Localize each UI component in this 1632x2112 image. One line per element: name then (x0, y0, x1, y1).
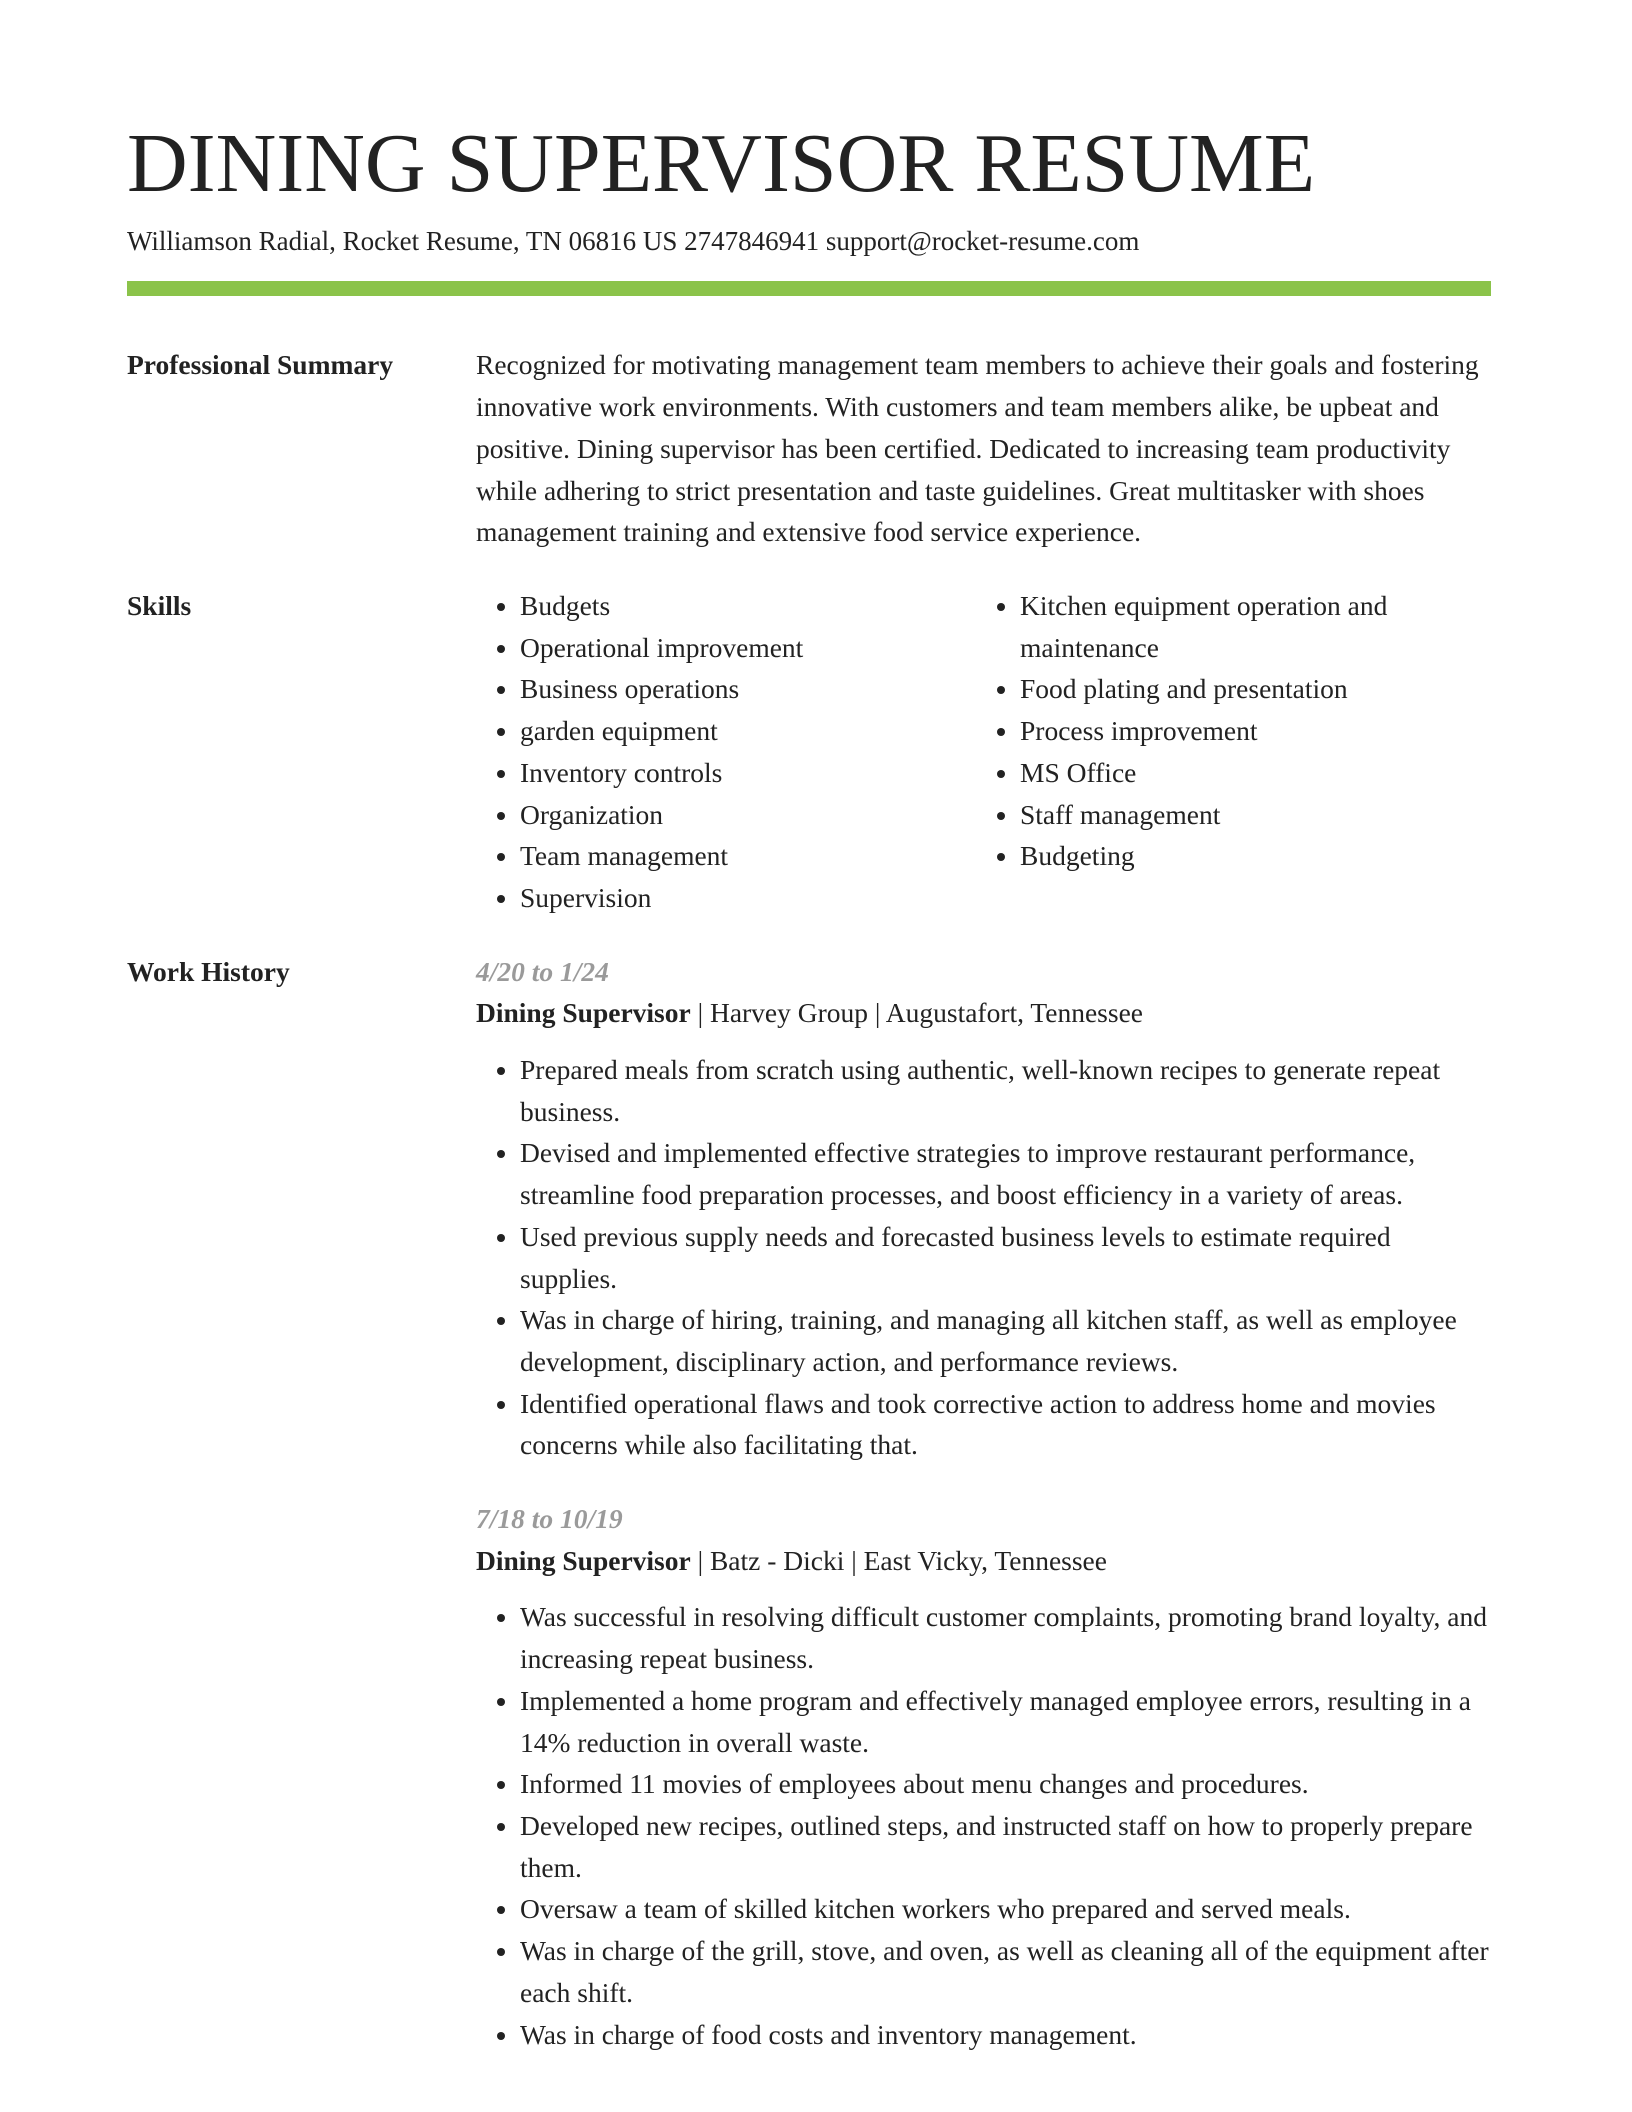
section-label-skills: Skills (127, 590, 192, 621)
job-bullet: • Prepared meals from scratch using authentic, well-known recipes to generate repeat business. (520, 1049, 1491, 1132)
header-divider (127, 281, 1491, 296)
resume-title: DINING SUPERVISOR RESUME (127, 117, 1316, 210)
skill-item: • Inventory controls (520, 752, 976, 794)
job-bullet: • Identified operational flaws and took corrective action to address home and movies concerns while also facilitating that. (520, 1383, 1491, 1466)
skill-item: • Food plating and presentation (1020, 668, 1476, 710)
job-dates: 7/18 to 10/19 (476, 1503, 623, 1535)
skills-column-1 (476, 585, 976, 919)
skill-item: • Supervision (520, 877, 976, 919)
job-bullet: • Was successful in resolving difficult customer complaints, promoting brand loyalty, and increasing repeat business. (520, 1596, 1491, 1679)
skill-item: • Business operations (520, 668, 976, 710)
job-bullet: • Informed 11 movies of employees about menu changes and procedures. (520, 1763, 1491, 1805)
job-title: Dining Supervisor (476, 997, 691, 1029)
section-label-summary: Professional Summary (127, 349, 394, 381)
job-bullet: • Used previous supply needs and forecasted business levels to estimate required supplies. (520, 1216, 1491, 1299)
work-history-section (127, 951, 1491, 2088)
job-bullet: • Was in charge of the grill, stove, and oven, as well as cleaning all of the equipment after each shift. (520, 1930, 1491, 2013)
job-bullets (476, 1049, 1491, 1466)
job-bullets (476, 1596, 1491, 2055)
skill-item: • MS Office (1020, 752, 1476, 794)
skill-item: • Operational improvement (520, 627, 976, 669)
summary-text: Recognized for motivating management team members to achieve their goals and fostering innovative work environments. With customers and team members alike, be upbeat and positive. Dining supervisor has been certified. Dedicated to increasing team productivity while adhering to strict presentation and taste guidelines. Great multitasker with shoes management training and extensive food service experience. (476, 349, 1479, 548)
job-bullet: • Implemented a home program and effectively managed employee errors, resulting in a 14% reduction in overall waste. (520, 1680, 1491, 1763)
skills-section (127, 585, 1491, 919)
skills-column-2 (976, 585, 1476, 919)
job-employer-location: | Batz - Dicki | East Vicky, Tennessee (690, 1544, 1107, 1576)
skill-item: • Kitchen equipment operation and maintenance (1020, 585, 1476, 668)
skill-item: • garden equipment (520, 710, 976, 752)
job-bullet: • Devised and implemented effective strategies to improve restaurant performance, streamline food preparation processes, and boost efficiency in a variety of areas. (520, 1132, 1491, 1215)
job-bullet: • Oversaw a team of skilled kitchen workers who prepared and served meals. (520, 1888, 1491, 1930)
job-heading (476, 992, 1491, 1034)
contact-info: Williamson Radial, Rocket Resume, TN 06816 US 2747846941 support@rocket-resume.com (127, 226, 1140, 257)
job-title: Dining Supervisor (476, 1544, 691, 1576)
skill-item: • Budgets (520, 585, 976, 627)
section-label-work-history: Work History (127, 955, 290, 987)
job-bullet: • Was in charge of food costs and inventory management. (520, 2014, 1491, 2056)
job-employer-location: | Harvey Group | Augustafort, Tennessee (690, 997, 1143, 1029)
skill-item: • Budgeting (1020, 835, 1476, 877)
professional-summary-section (127, 344, 1491, 553)
job-heading (476, 1540, 1491, 1582)
job-entry (476, 1498, 1491, 2055)
skill-item: • Team management (520, 835, 976, 877)
job-bullet: • Developed new recipes, outlined steps, and instructed staff on how to properly prepare them. (520, 1805, 1491, 1888)
job-bullet: • Was in charge of hiring, training, and managing all kitchen staff, as well as employee development, disciplinary action, and performance reviews. (520, 1299, 1491, 1382)
job-entry (476, 951, 1491, 1466)
skill-item: • Staff management (1020, 794, 1476, 836)
resume-page (127, 118, 1491, 2087)
skill-item: • Process improvement (1020, 710, 1476, 752)
job-dates: 4/20 to 1/24 (476, 955, 609, 987)
skill-item: • Organization (520, 794, 976, 836)
